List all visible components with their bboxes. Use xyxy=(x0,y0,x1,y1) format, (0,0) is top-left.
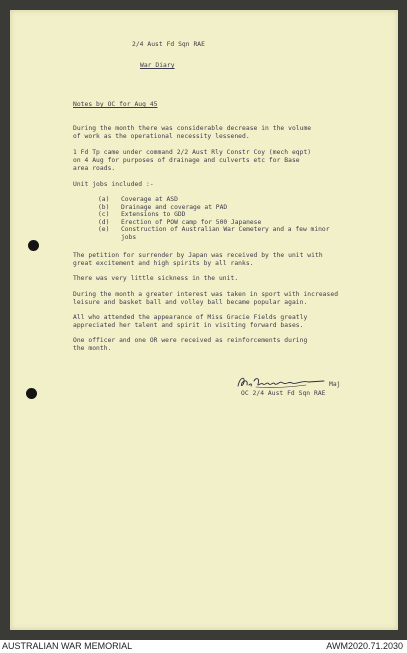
list-item xyxy=(98,219,330,227)
paragraph-line: 1 Fd Tp came under command 2/2 Aust Rly Constr Coy (mech eqpt) xyxy=(73,149,312,156)
paragraph-line: During the month a greater interest was taken in sport with increased xyxy=(73,291,339,298)
job-letter: (e) xyxy=(98,226,110,234)
signature-title: OC 2/4 Aust Fd Sqn RAE xyxy=(241,390,326,397)
job-text: jobs xyxy=(121,233,137,241)
paragraph-line: leisure and basket ball and volley ball became popular again. xyxy=(73,299,308,306)
notes-heading: Notes by OC for Aug 45 xyxy=(73,101,158,108)
paragraph-line: on 4 Aug for purposes of drainage and culverts etc for Base xyxy=(73,157,300,164)
handwritten-signature xyxy=(236,372,328,392)
list-item xyxy=(98,211,330,219)
paragraph-line: of work as the operational necessity lessened. xyxy=(73,133,250,140)
list-item xyxy=(98,226,330,234)
paragraph-line: great excitement and high spirits by all ranks. xyxy=(73,260,254,267)
paragraph-line: appreciated her talent and spirit in visiting forward bases. xyxy=(73,322,304,329)
paragraph-line: the month. xyxy=(73,345,112,352)
job-text: Construction of Australian War Cemetery and a few minor xyxy=(121,226,330,234)
list-item xyxy=(98,204,330,212)
job-text: Coverage at ASD xyxy=(121,196,178,203)
job-letter: (a) xyxy=(98,196,110,203)
list-item xyxy=(98,234,330,242)
paragraph-line: The petition for surrender by Japan was received by the unit with xyxy=(73,252,323,259)
job-text: Erection of POW camp for 500 Japanese xyxy=(121,218,262,226)
paragraph-line: One officer and one OR were received as reinforcements during xyxy=(73,337,308,344)
job-letter xyxy=(98,234,121,242)
paragraph-line: area roads. xyxy=(73,165,116,172)
paragraph-line: During the month there was considerable decrease in the volume xyxy=(73,125,312,132)
jobs-intro: Unit jobs included :- xyxy=(73,181,154,188)
footer-bar xyxy=(0,640,407,653)
job-letter: (c) xyxy=(98,211,110,219)
footer-accession-number: AWM2020.71.2030 xyxy=(326,641,403,651)
job-letter: (d) xyxy=(98,218,110,226)
job-letter: (b) xyxy=(98,203,110,211)
jobs-list xyxy=(98,196,330,242)
unit-heading: 2/4 Aust Fd Sqn RAE xyxy=(132,41,205,48)
paragraph-line: All who attended the appearance of Miss Gracie Fields greatly xyxy=(73,314,308,321)
job-text: Drainage and coverage at PAD xyxy=(121,203,228,211)
footer-institution: AUSTRALIAN WAR MEMORIAL xyxy=(2,641,133,651)
punch-hole-bottom xyxy=(26,388,37,399)
job-text: Extensions to GDD xyxy=(121,211,186,219)
document-title: War Diary xyxy=(140,62,175,69)
paragraph-line: There was very little sickness in the unit. xyxy=(73,275,239,282)
punch-hole-top xyxy=(28,240,39,251)
list-item xyxy=(98,196,330,204)
signature-rank: Maj xyxy=(329,381,341,388)
